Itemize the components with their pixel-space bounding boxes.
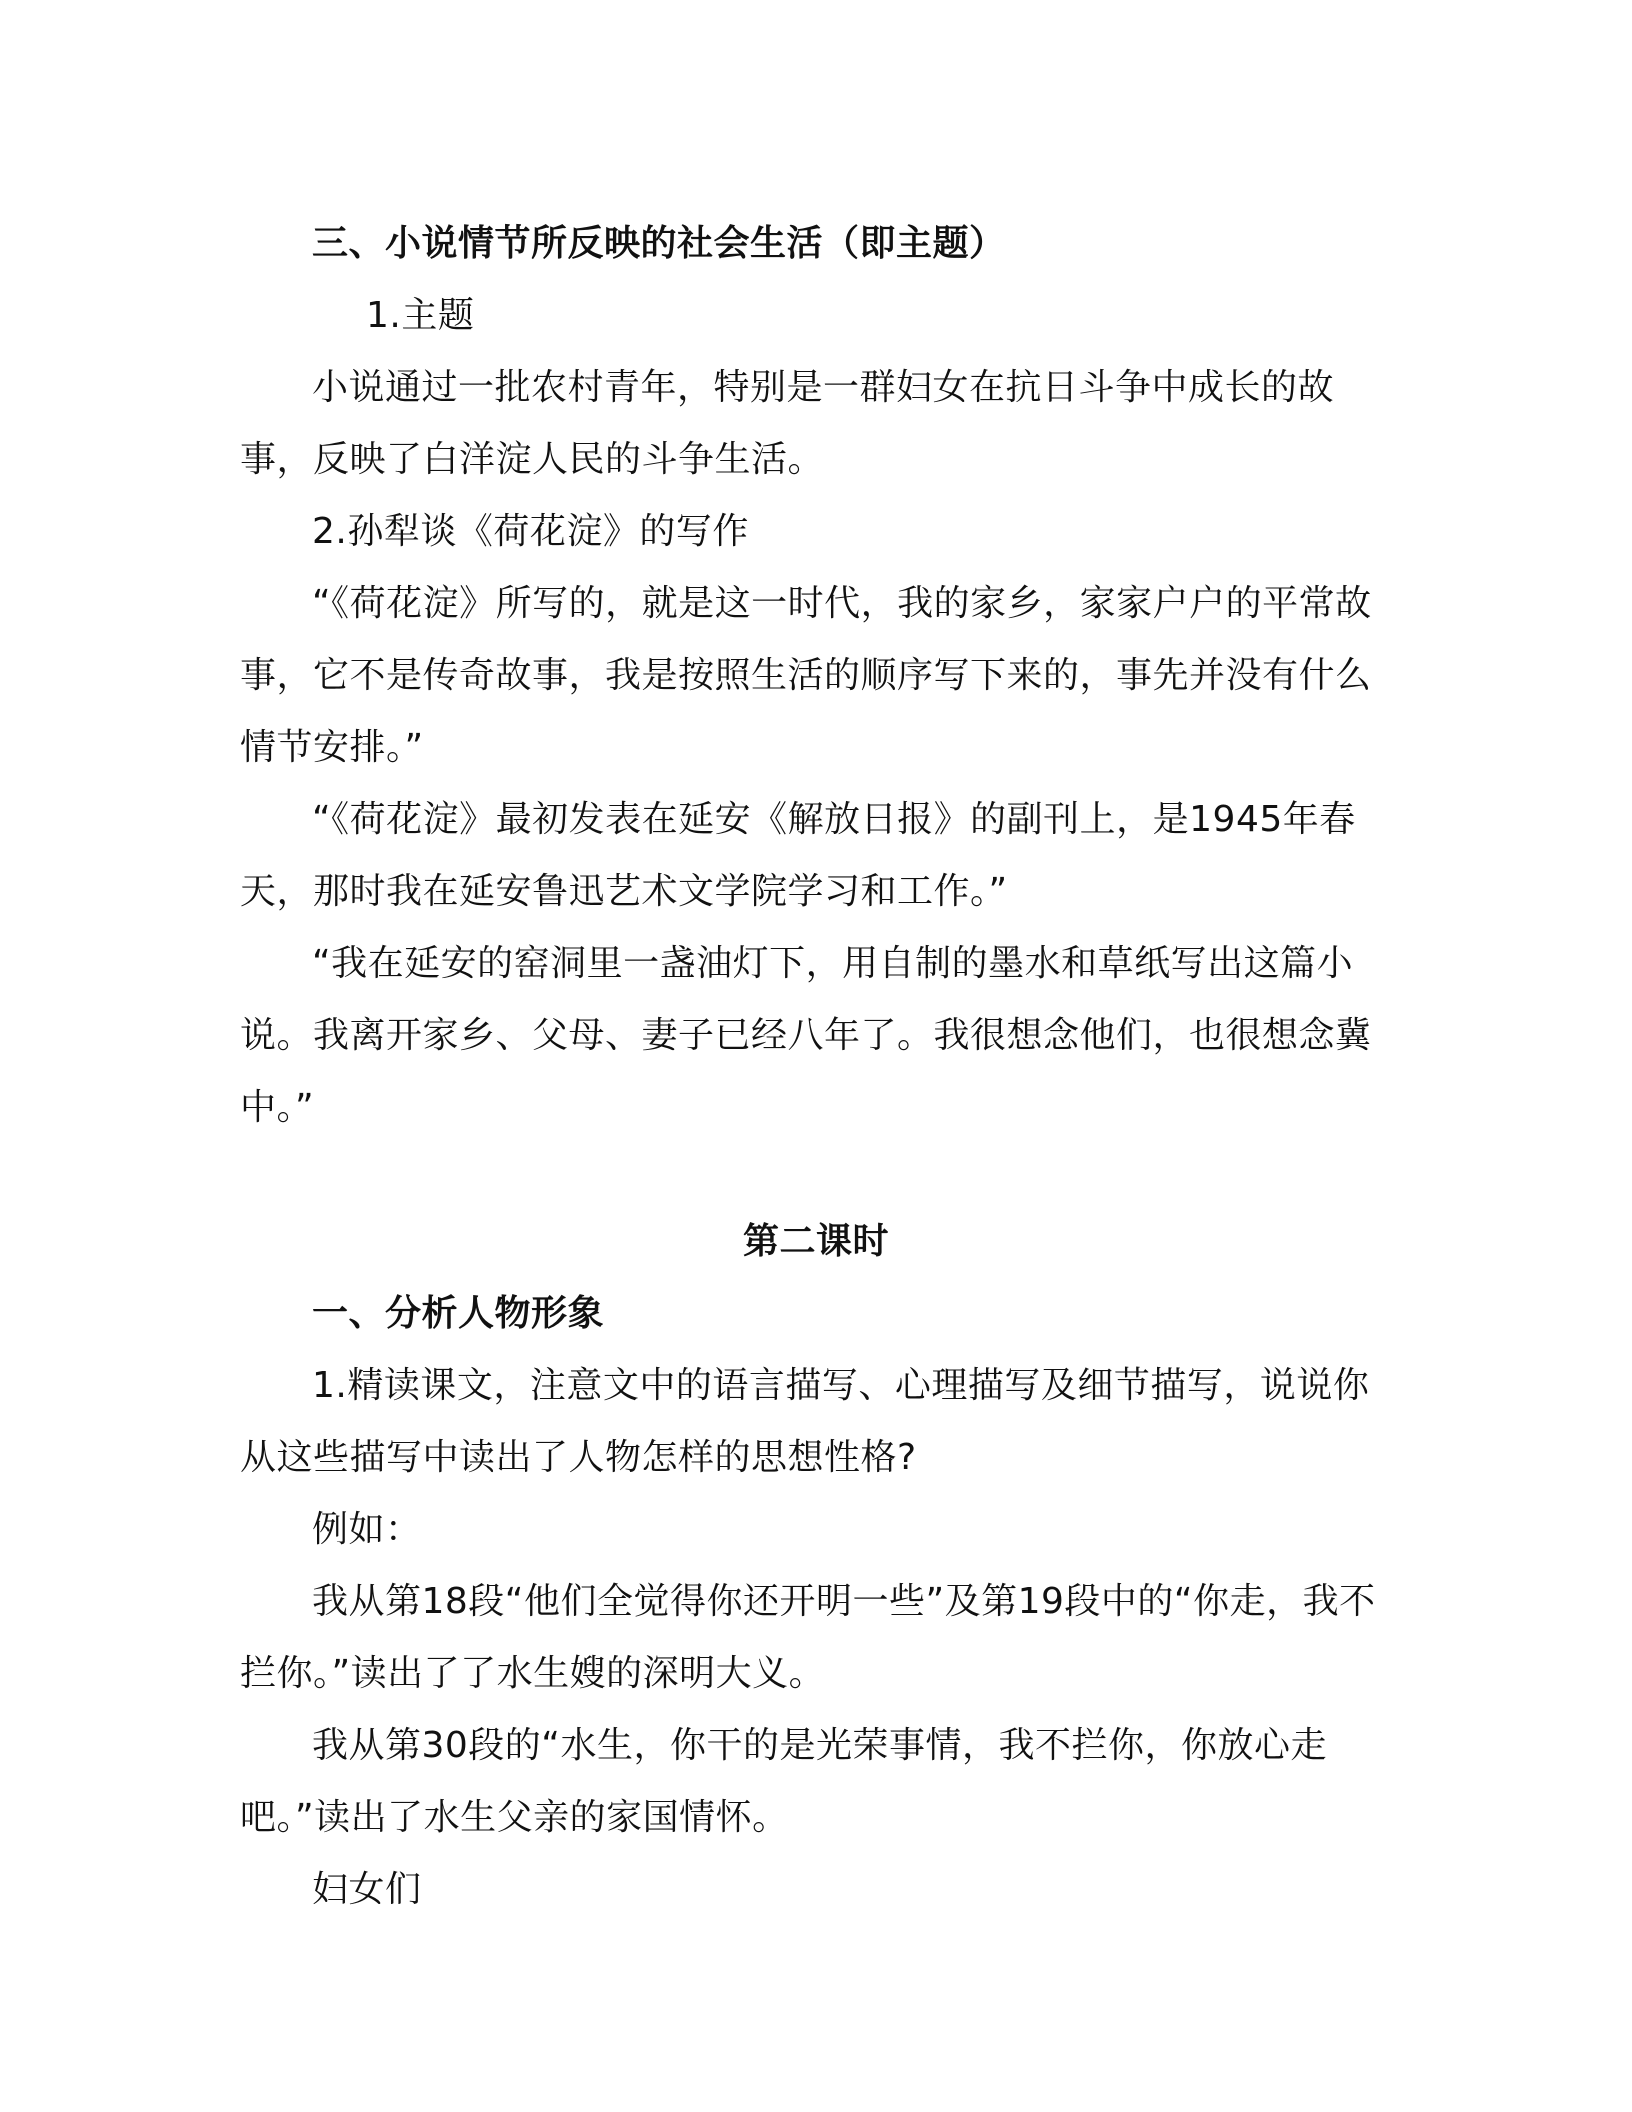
section3-subtitle-theme: 1.主题 [366,295,475,336]
example-paragraph-1: 我从第18段“他们全觉得你还开明一些”及第19段中的“你走，我不拦你。”读出了了水生嫂的深明大义。 [240,1581,1376,1694]
section3-heading: 三、小说情节所反映的社会生活（即主题） [312,223,1006,264]
quote-paragraph-3: “我在延安的窑洞里一盏油灯下，用自制的墨水和草纸写出这篇小说。我离开家乡、父母、妻子已经八年了。我很想念他们，也很想念冀中。” [240,943,1372,1128]
quote-paragraph-1: “《荷花淀》所写的，就是这一时代，我的家乡，家家户户的平常故事，它不是传奇故事，我是按照生活的顺序写下来的，事先并没有什么情节安排。” [240,583,1372,768]
example-label: 例如： [312,1509,422,1550]
theme-paragraph: 小说通过一批农村青年，特别是一群妇女在抗日斗争中成长的故事，反映了白洋淀人民的斗争生活。 [240,367,1335,480]
women-label: 妇女们 [312,1869,422,1910]
lesson-title: 第二课时 [742,1221,889,1262]
quote-paragraph-2: “《荷花淀》最初发表在延安《解放日报》的副刊上，是1945年春天，那时我在延安鲁迅艺术文学院学习和工作。” [240,799,1356,912]
lesson-heading: 一、分析人物形象 [312,1293,605,1334]
example-paragraph-2: 我从第30段的“水生，你干的是光荣事情，我不拦你，你放心走吧。”读出了水生父亲的家国情怀。 [240,1725,1327,1838]
section3-subtitle-author: 2.孙犁谈《荷花淀》的写作 [312,511,749,552]
question-paragraph: 1.精读课文，注意文中的语言描写、心理描写及细节描写，说说你从这些描写中读出了人物怎样的思想性格? [240,1365,1370,1478]
